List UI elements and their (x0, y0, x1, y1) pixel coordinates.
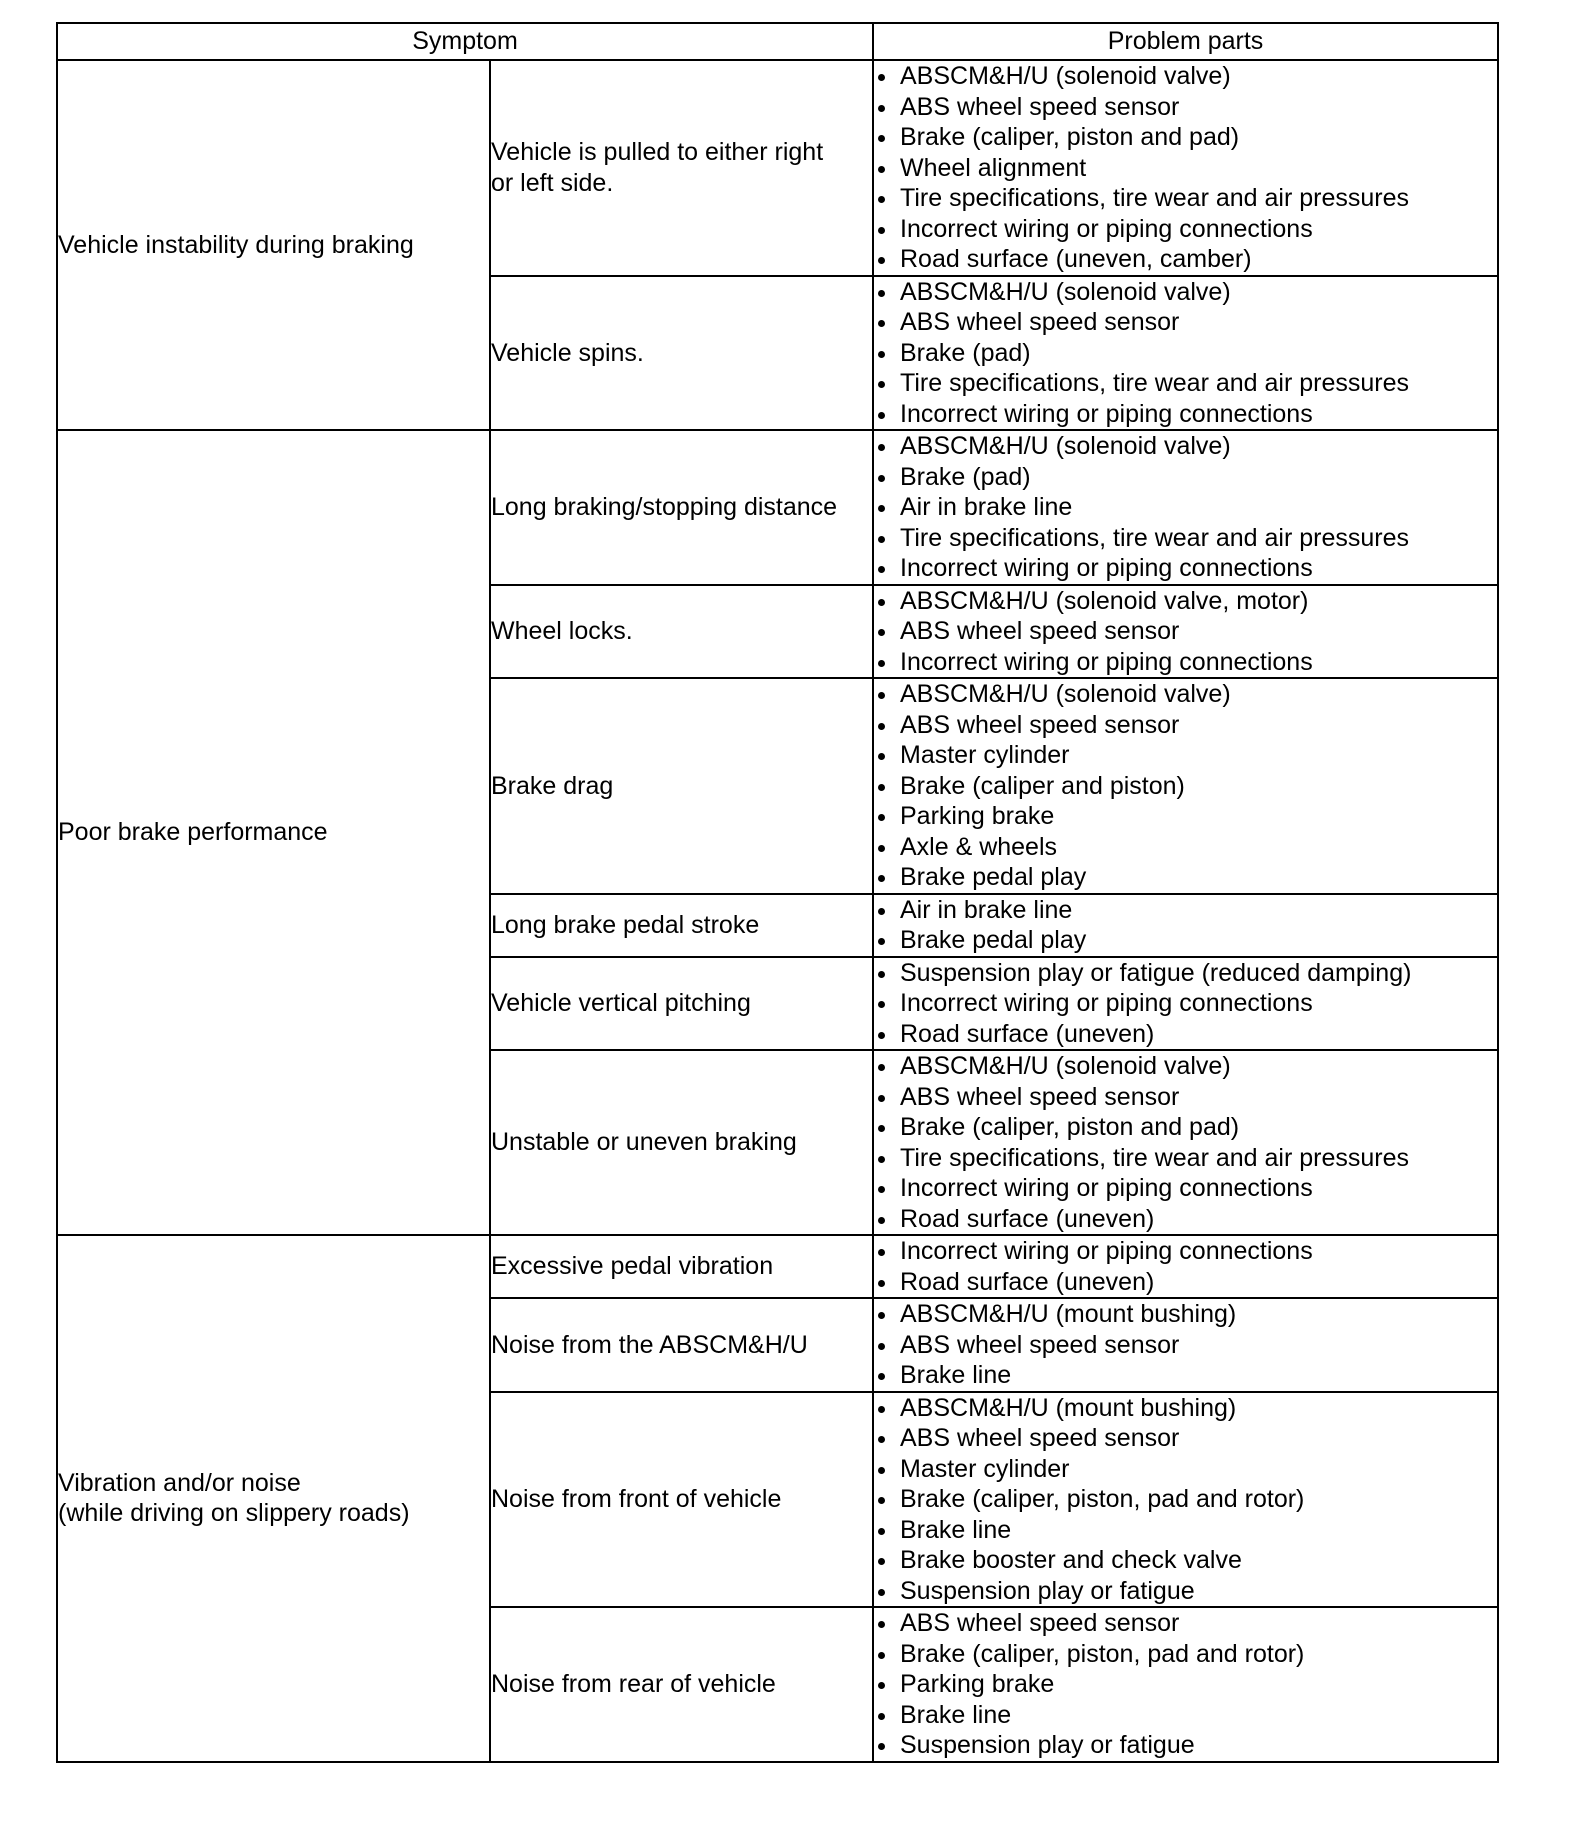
symptom-detail-cell (490, 430, 873, 585)
problem-part-item: Incorrect wiring or piping connections (874, 553, 1497, 584)
problem-part-item: Incorrect wiring or piping connections (874, 214, 1497, 245)
symptom-detail-text: Long braking/stopping distance (491, 493, 838, 521)
problem-part-item: Wheel alignment (874, 153, 1497, 184)
problem-part-item: Brake (caliper, piston and pad) (874, 1112, 1497, 1143)
problem-part-item: Parking brake (874, 801, 1497, 832)
symptom-detail-text: Brake drag (491, 771, 614, 800)
problem-parts-cell (873, 1050, 1498, 1235)
problem-part-item: Tire specifications, tire wear and air pressures (874, 1143, 1497, 1174)
problem-part-item: Incorrect wiring or piping connections (874, 399, 1497, 430)
problem-part-item: Incorrect wiring or piping connections (874, 647, 1497, 678)
problem-part-item: Brake (caliper, piston, pad and rotor) (874, 1484, 1497, 1515)
symptom-category-text: Vehicle instability during braking (58, 230, 414, 259)
problem-parts-list (874, 1236, 1497, 1297)
problem-part-item: Brake pedal play (874, 925, 1497, 956)
problem-parts-cell (873, 957, 1498, 1051)
problem-parts-list (874, 61, 1497, 275)
problem-part-item: Incorrect wiring or piping connections (874, 988, 1497, 1019)
problem-parts-list (874, 431, 1497, 584)
symptom-detail-cell (490, 1607, 873, 1762)
problem-part-item: Suspension play or fatigue (reduced damping) (874, 958, 1497, 989)
symptom-category-cell (57, 430, 490, 1235)
problem-part-item: ABSCM&H/U (solenoid valve) (874, 679, 1497, 710)
problem-part-item: Air in brake line (874, 492, 1497, 523)
problem-part-item: ABS wheel speed sensor (874, 1330, 1497, 1361)
problem-parts-list (874, 1393, 1497, 1607)
symptom-problem-table (56, 22, 1499, 1763)
symptom-detail-cell (490, 60, 873, 276)
header-problem-parts: Problem parts (873, 23, 1498, 60)
problem-part-item: ABSCM&H/U (solenoid valve) (874, 277, 1497, 308)
problem-part-item: ABS wheel speed sensor (874, 1423, 1497, 1454)
problem-part-item: ABSCM&H/U (mount bushing) (874, 1299, 1497, 1330)
problem-part-item: ABS wheel speed sensor (874, 616, 1497, 647)
problem-parts-cell (873, 1392, 1498, 1608)
symptom-detail-text: Long brake pedal stroke (491, 910, 760, 939)
symptom-detail-text: Wheel locks. (491, 617, 633, 645)
symptom-detail-cell (490, 585, 873, 679)
problem-part-item: ABS wheel speed sensor (874, 710, 1497, 741)
problem-part-item: Road surface (uneven) (874, 1204, 1497, 1235)
problem-parts-cell (873, 276, 1498, 431)
symptom-category-cell (57, 1235, 490, 1762)
symptom-detail-cell (490, 276, 873, 431)
problem-part-item: Road surface (uneven) (874, 1019, 1497, 1050)
problem-part-item: ABS wheel speed sensor (874, 1082, 1497, 1113)
problem-part-item: Air in brake line (874, 895, 1497, 926)
table-body (57, 60, 1498, 1762)
problem-part-item: Incorrect wiring or piping connections (874, 1236, 1497, 1267)
problem-parts-list (874, 277, 1497, 430)
problem-part-item: ABSCM&H/U (solenoid valve) (874, 61, 1497, 92)
problem-part-item: Brake pedal play (874, 862, 1497, 893)
problem-part-item: Tire specifications, tire wear and air pressures (874, 368, 1497, 399)
symptom-detail-text: Unstable or uneven braking (491, 1128, 797, 1157)
symptom-category-text: Vibration and/or noise (58, 1468, 301, 1497)
problem-part-item: Brake line (874, 1700, 1497, 1731)
problem-parts-list (874, 586, 1497, 678)
problem-part-item: ABSCM&H/U (solenoid valve, motor) (874, 586, 1497, 617)
table-row (57, 1235, 1498, 1298)
table-row (57, 60, 1498, 276)
problem-parts-cell (873, 678, 1498, 894)
problem-parts-cell (873, 430, 1498, 585)
problem-parts-cell (873, 585, 1498, 679)
problem-part-item: Brake (caliper, piston, pad and rotor) (874, 1639, 1497, 1670)
problem-part-item: Suspension play or fatigue (874, 1576, 1497, 1607)
problem-part-item: Master cylinder (874, 740, 1497, 771)
symptom-detail-cell (490, 957, 873, 1051)
symptom-detail-cell (490, 1235, 873, 1298)
symptom-detail-text: or left side. (491, 168, 614, 197)
symptom-category-text: Poor brake performance (58, 818, 328, 847)
problem-part-item: ABSCM&H/U (solenoid valve) (874, 431, 1497, 462)
symptom-detail-cell (490, 894, 873, 957)
problem-parts-list (874, 895, 1497, 956)
table-row (57, 430, 1498, 585)
problem-part-item: Axle & wheels (874, 832, 1497, 863)
problem-part-item: Tire specifications, tire wear and air pressures (874, 523, 1497, 554)
problem-part-item: Master cylinder (874, 1454, 1497, 1485)
symptom-detail-cell (490, 1298, 873, 1392)
symptom-detail-cell (490, 1050, 873, 1235)
problem-parts-list (874, 1299, 1497, 1391)
problem-part-item: Brake line (874, 1360, 1497, 1391)
problem-part-item: ABSCM&H/U (mount bushing) (874, 1393, 1497, 1424)
problem-part-item: Parking brake (874, 1669, 1497, 1700)
problem-parts-list (874, 1608, 1497, 1761)
problem-part-item: Road surface (uneven, camber) (874, 244, 1497, 275)
symptom-detail-text: Vehicle spins. (491, 338, 644, 367)
problem-part-item: Brake booster and check valve (874, 1545, 1497, 1576)
problem-parts-list (874, 958, 1497, 1050)
problem-parts-cell (873, 894, 1498, 957)
problem-parts-cell (873, 1298, 1498, 1392)
problem-part-item: Brake (caliper and piston) (874, 771, 1497, 802)
symptom-detail-text: Excessive pedal vibration (491, 1252, 774, 1281)
symptom-detail-text: Noise from the ABSCM&H/U (491, 1330, 808, 1359)
symptom-detail-cell (490, 1392, 873, 1608)
symptom-category-text: (while driving on slippery roads) (58, 1499, 410, 1528)
problem-part-item: ABS wheel speed sensor (874, 1608, 1497, 1639)
symptom-detail-text: Noise from rear of vehicle (491, 1670, 776, 1698)
problem-part-item: Incorrect wiring or piping connections (874, 1173, 1497, 1204)
problem-part-item: ABS wheel speed sensor (874, 92, 1497, 123)
problem-parts-list (874, 1051, 1497, 1234)
problem-parts-cell (873, 1607, 1498, 1762)
problem-parts-cell (873, 1235, 1498, 1298)
problem-part-item: Brake line (874, 1515, 1497, 1546)
symptom-detail-text: Noise from front of vehicle (491, 1485, 782, 1513)
problem-part-item: ABSCM&H/U (solenoid valve) (874, 1051, 1497, 1082)
problem-part-item: Suspension play or fatigue (874, 1730, 1497, 1761)
problem-parts-list (874, 679, 1497, 893)
symptom-category-cell (57, 60, 490, 430)
header-symptom: Symptom (57, 23, 873, 60)
problem-part-item: Brake (pad) (874, 338, 1497, 369)
problem-part-item: ABS wheel speed sensor (874, 307, 1497, 338)
problem-part-item: Road surface (uneven) (874, 1267, 1497, 1298)
symptom-detail-cell (490, 678, 873, 894)
problem-part-item: Brake (caliper, piston and pad) (874, 122, 1497, 153)
symptom-detail-text: Vehicle is pulled to either right (491, 138, 824, 167)
problem-part-item: Tire specifications, tire wear and air pressures (874, 183, 1497, 214)
table-header-row (57, 23, 1498, 60)
symptom-detail-text: Vehicle vertical pitching (491, 989, 751, 1017)
problem-part-item: Brake (pad) (874, 462, 1497, 493)
problem-parts-cell (873, 60, 1498, 276)
